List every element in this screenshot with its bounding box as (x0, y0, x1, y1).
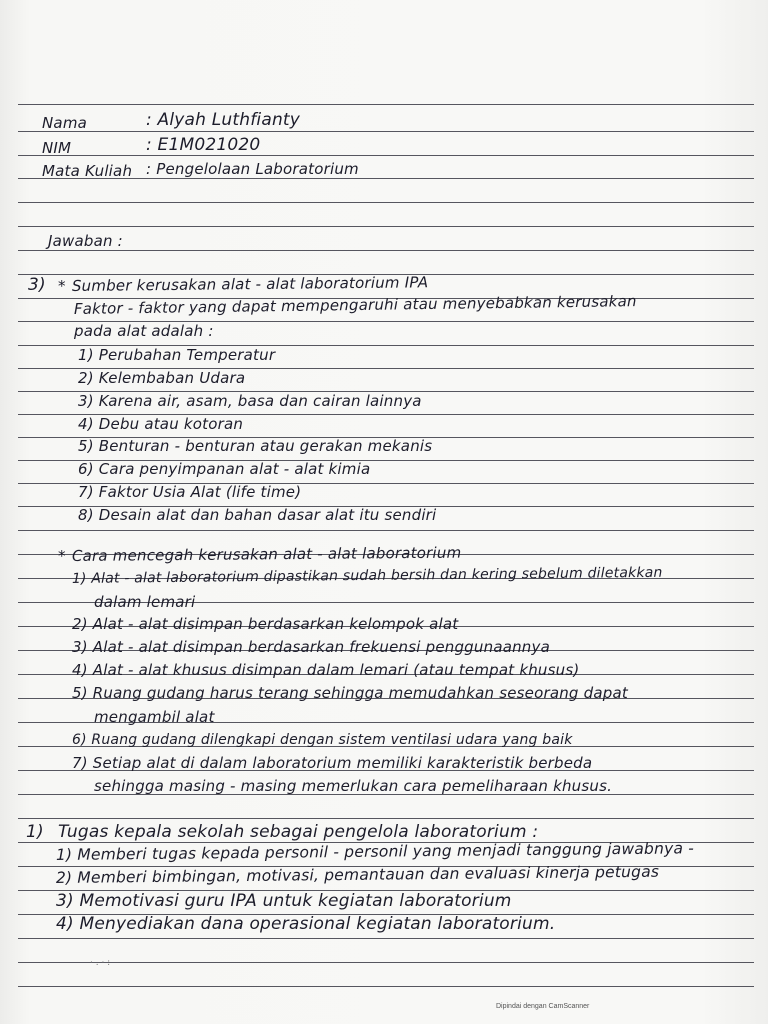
q1-item-4: 4) Menyediakan dana operasional kegiatan laboratorium. (56, 914, 556, 934)
prevent-item-4: 4) Alat - alat khusus disimpan dalam lemari (atau tempat khusus) (72, 661, 580, 679)
mata-kuliah-value: : Pengelolaan Laboratorium (146, 160, 359, 178)
nama-label: Nama (42, 114, 88, 132)
q3-item-4: 4) Debu atau kotoran (78, 415, 244, 433)
prevent-item-3: 3) Alat - alat disimpan berdasarkan frekuensi penggunaannya (72, 638, 550, 656)
q3-number: 3) (28, 275, 46, 295)
q3-item-5: 5) Benturan - benturan atau gerakan mekanis (78, 437, 433, 455)
q3-item-3: 3) Karena air, asam, basa dan cairan lainnya (78, 392, 422, 410)
prevent-item-5-cont: mengambil alat (94, 708, 215, 726)
nama-value: : Alyah Luthfianty (146, 110, 301, 130)
q3-item-2: 2) Kelembaban Udara (78, 369, 246, 387)
ink-specks: · . · : (90, 958, 111, 968)
prevent-item-2: 2) Alat - alat disimpan berdasarkan kelompok alat (72, 615, 459, 633)
q3-item-7: 7) Faktor Usia Alat (life time) (78, 483, 302, 501)
prevent-item-1: 1) Alat - alat laboratorium dipastikan sudah bersih dan kering sebelum diletakkan (71, 564, 663, 588)
q1-item-1: 1) Memberi tugas kepada personil - personil yang menjadi tanggung jawabnya - (55, 839, 695, 864)
prevent-item-7-cont: sehingga masing - masing memerlukan cara pemeliharaan khusus. (94, 777, 613, 795)
q3-intro-2: pada alat adalah : (74, 322, 214, 340)
q1-heading: Tugas kepala sekolah sebagai pengelola laboratorium : (58, 822, 539, 842)
prevent-item-6: 6) Ruang gudang dilengkapi dengan sistem ventilasi udara yang baik (72, 732, 573, 748)
q3-heading-2: Cara mencegah kerusakan alat - alat laboratorium (71, 543, 462, 565)
jawaban-label: Jawaban : (48, 232, 123, 250)
q3-intro-1: Faktor - faktor yang dapat mempengaruhi atau menyebabkan kerusakan (73, 292, 637, 318)
scanner-watermark: Dipindai dengan CamScanner (496, 1003, 590, 1010)
q1-item-2: 2) Memberi bimbingan, motivasi, pemantauan dan evaluasi kinerja petugas (55, 862, 660, 887)
q3-bullet-icon-2: * (58, 547, 66, 565)
prevent-item-5: 5) Ruang gudang harus terang sehingga memudahkan seseorang dapat (72, 684, 628, 702)
q1-number: 1) (26, 822, 44, 842)
q3-item-1: 1) Perubahan Temperatur (78, 346, 276, 364)
nim-label: NIM (42, 139, 72, 157)
q3-item-8: 8) Desain alat dan bahan dasar alat itu sendiri (78, 506, 437, 524)
mata-kuliah-label: Mata Kuliah (42, 162, 133, 180)
q1-item-3: 3) Memotivasi guru IPA untuk kegiatan laboratorium (56, 891, 512, 911)
nim-value: : E1M021020 (146, 135, 261, 155)
prevent-item-1-cont: dalam lemari (94, 593, 196, 611)
prevent-item-7: 7) Setiap alat di dalam laboratorium memiliki karakteristik berbeda (72, 754, 593, 772)
q3-heading: Sumber kerusakan alat - alat laboratorium IPA (71, 273, 429, 295)
q3-item-6: 6) Cara penyimpanan alat - alat kimia (78, 460, 371, 478)
q3-bullet-icon: * (58, 277, 66, 295)
